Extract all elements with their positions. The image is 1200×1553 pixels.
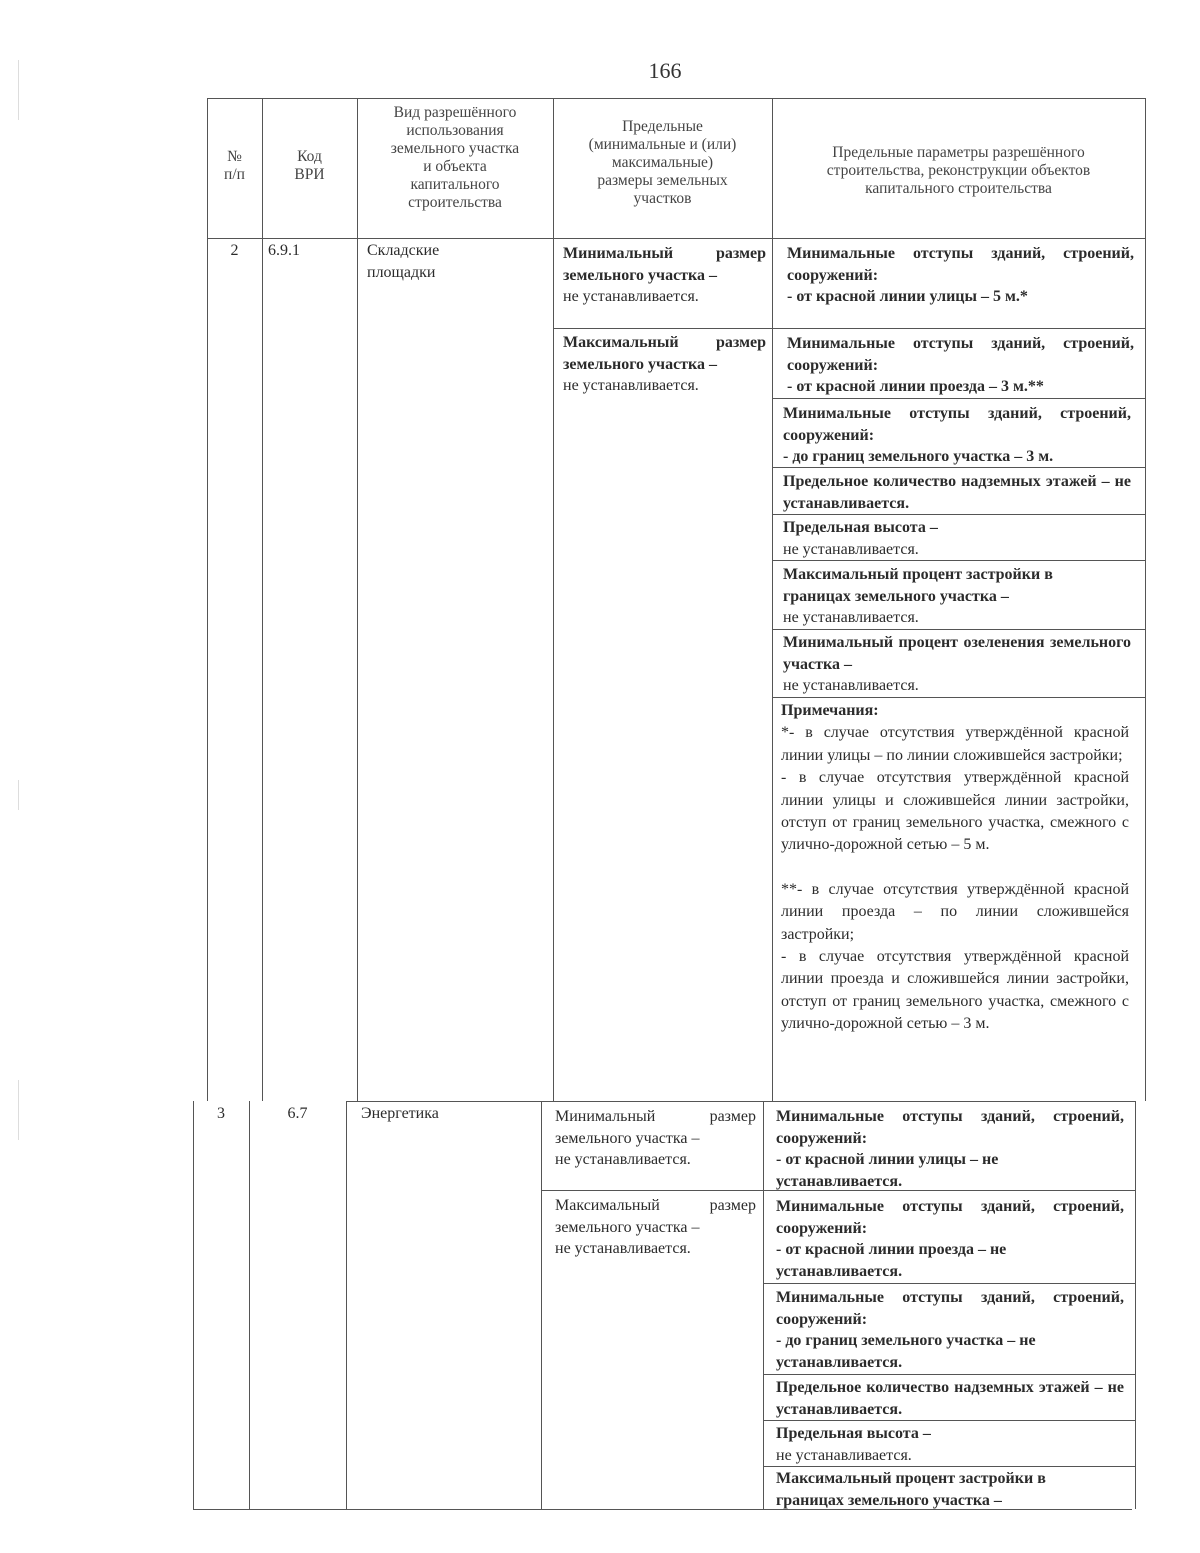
param-setback-street <box>776 1106 1124 1192</box>
notes-title: Примечания: <box>781 702 879 719</box>
param-title: Предельная высота – <box>783 519 938 536</box>
size-min-title: Минимальный размер земельного участка – <box>555 1108 756 1147</box>
param-title: Минимальные отступы зданий, строений, сооружений: <box>783 405 1131 444</box>
param-title: Предельная высота – <box>776 1425 931 1442</box>
param-coverage: Максимальный процент застройки в границах земельного участка – <box>776 1470 1046 1509</box>
header-code: Код ВРИ <box>294 148 325 183</box>
param-title: Минимальный процент озеленения земельного участка – <box>783 634 1131 673</box>
size-max-value: не устанавливается. <box>563 377 699 394</box>
param-title: Минимальные отступы зданий, строений, сооружений: <box>776 1289 1124 1328</box>
header-params: Предельные параметры разрешённого строительства, реконструкции объектов капитального строительства <box>826 144 1091 197</box>
size-min <box>563 243 766 308</box>
param-coverage <box>783 564 1103 629</box>
size-min-value: не устанавливается. <box>563 288 699 305</box>
param-title: Максимальный процент застройки в границах земельного участка – <box>783 566 1053 605</box>
row-num: 3 <box>217 1105 225 1122</box>
row-use: Энергетика <box>361 1105 439 1122</box>
param-setback-drive <box>787 333 1134 398</box>
param-value: - от красной линии проезда – не устанавливается. <box>776 1241 1007 1280</box>
size-max-title: Максимальный размер земельного участка – <box>563 334 766 373</box>
param-value: - до границ земельного участка – 3 м. <box>783 448 1054 465</box>
scan-artifact <box>18 780 19 810</box>
note-item: *- в случае отсутствия утверждённой красной линии улицы – по линии сложившейся застройки; <box>781 724 1129 764</box>
param-greening <box>783 632 1131 697</box>
param-setback-drive <box>776 1196 1124 1282</box>
param-value: - до границ земельного участка – не устанавливается. <box>776 1332 1036 1371</box>
param-setback-boundary <box>783 403 1131 468</box>
note-item: - в случае отсутствия утверждённой красной линии проезда и сложившейся линии застройки, отступ от границ земельного участка, смежного с улично-дорожной сетью – 3 м. <box>781 948 1129 1033</box>
size-min-title: Минимальный размер земельного участка – <box>563 245 766 284</box>
scan-artifact <box>18 1080 19 1140</box>
param-value: - от красной линии проезда – 3 м.** <box>787 378 1044 395</box>
param-floors: Предельное количество надземных этажей – не устанавливается. <box>783 473 1131 512</box>
size-min <box>555 1106 756 1171</box>
param-title: Минимальные отступы зданий, строений, сооружений: <box>787 335 1134 374</box>
row-use: Складские площадки <box>367 242 440 281</box>
size-max <box>555 1195 756 1260</box>
param-value: - от красной линии улицы – не устанавливается. <box>776 1151 999 1190</box>
size-max-title: Максимальный размер земельного участка – <box>555 1197 756 1236</box>
param-value: не устанавливается. <box>783 677 919 694</box>
param-height <box>776 1423 1124 1466</box>
page-number: 166 <box>648 58 682 83</box>
size-max <box>563 332 766 397</box>
param-setback-boundary <box>776 1287 1124 1373</box>
param-value: не устанавливается. <box>783 609 919 626</box>
header-sizes: Предельные (минимальные и (или) максимальные) размеры земельных участков <box>588 118 737 207</box>
param-value: не устанавливается. <box>783 540 919 558</box>
param-floors: Предельное количество надземных этажей – не устанавливается. <box>776 1379 1124 1418</box>
param-value: - от красной линии улицы – 5 м.* <box>787 288 1028 305</box>
size-max-value: не устанавливается. <box>555 1240 691 1257</box>
row-code: 6.7 <box>287 1105 308 1122</box>
param-title: Минимальные отступы зданий, строений, сооружений: <box>776 1108 1124 1147</box>
header-num: № п/п <box>224 148 245 183</box>
header-use: Вид разрешённого использования земельного участка и объекта капитального строительства <box>390 104 520 211</box>
row-code: 6.9.1 <box>268 242 300 259</box>
param-title: Минимальные отступы зданий, строений, сооружений: <box>787 245 1134 284</box>
note-item: **- в случае отсутствия утверждённой красной линии проезда – по линии сложившейся застройки; <box>781 880 1129 943</box>
note-item: - в случае отсутствия утверждённой красной линии улицы и сложившейся линии застройки, отступ от границ земельного участка, смежного с улично-дорожной сетью – 5 м. <box>781 769 1129 854</box>
param-value: не устанавливается. <box>776 1446 912 1464</box>
size-min-value: не устанавливается. <box>555 1151 691 1168</box>
param-title: Минимальные отступы зданий, строений, сооружений: <box>776 1198 1124 1237</box>
row-num: 2 <box>230 242 239 259</box>
param-height <box>783 517 1131 560</box>
param-setback-street <box>787 243 1134 308</box>
notes <box>781 700 1129 1036</box>
